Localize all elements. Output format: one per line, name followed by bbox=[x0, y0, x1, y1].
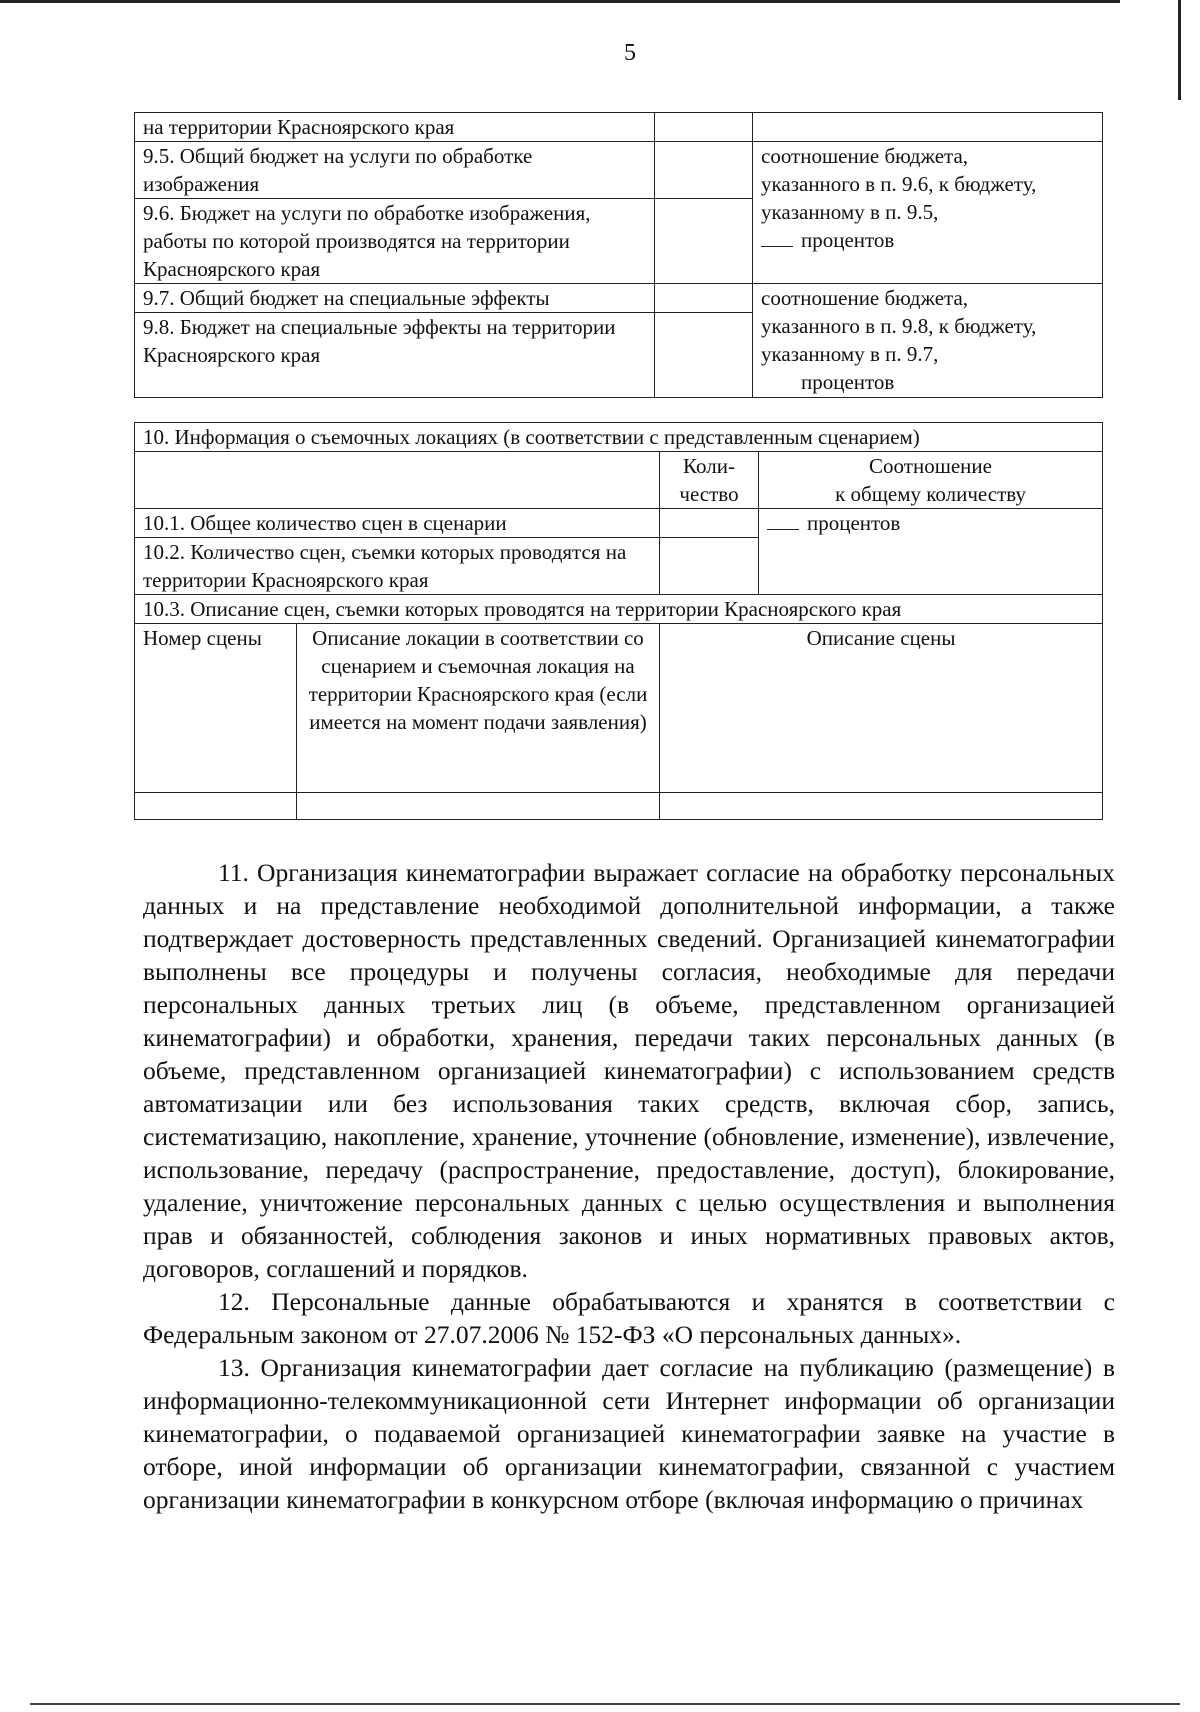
ratio-line: соотношение бюджета, bbox=[761, 144, 969, 168]
value-cell[interactable] bbox=[135, 793, 297, 820]
ratio-line: соотношение бюджета, bbox=[761, 286, 969, 310]
ratio-line: процентов bbox=[801, 228, 895, 252]
page-number: 5 bbox=[624, 40, 636, 66]
table-row bbox=[135, 113, 1103, 142]
table-cell: 9.5. Общий бюджет на услуги по обработке изображения bbox=[135, 142, 655, 199]
table-cell: 9.6. Бюджет на услуги по обработке изображения, работы по которой производятся на территории Красноярского края bbox=[135, 199, 655, 284]
blank-field[interactable] bbox=[767, 509, 799, 530]
header-line: Соотношение bbox=[869, 454, 992, 478]
scan-edge-bottom bbox=[30, 1703, 1180, 1705]
scan-edge-top bbox=[0, 0, 1120, 3]
ratio-cell bbox=[753, 284, 1103, 398]
table-row bbox=[135, 142, 1103, 199]
value-cell[interactable] bbox=[297, 793, 660, 820]
table-row bbox=[135, 452, 1103, 509]
value-cell[interactable] bbox=[655, 284, 753, 313]
ratio-line: указанного в п. 9.8, к бюджету, bbox=[761, 314, 1037, 338]
value-cell[interactable] bbox=[655, 313, 753, 398]
table-row bbox=[135, 793, 1103, 820]
value-cell[interactable] bbox=[660, 793, 1103, 820]
locations-table bbox=[134, 422, 1103, 820]
ratio-line: процентов bbox=[807, 511, 901, 535]
value-cell[interactable] bbox=[660, 538, 759, 595]
column-header-ratio bbox=[759, 452, 1103, 509]
header-line: к общему количеству bbox=[835, 482, 1026, 506]
column-header-scene-number: Номер сцены bbox=[135, 624, 297, 793]
value-cell[interactable] bbox=[655, 199, 753, 284]
table-row bbox=[135, 284, 1103, 313]
table-cell bbox=[135, 452, 660, 509]
value-cell[interactable] bbox=[655, 113, 753, 142]
column-header-scene-description: Описание сцены bbox=[660, 624, 1103, 793]
table-cell: 10.1. Общее количество сцен в сценарии bbox=[135, 509, 660, 538]
ratio-cell bbox=[753, 142, 1103, 284]
ratio-line: указанного в п. 9.6, к бюджету, bbox=[761, 172, 1037, 196]
table-row bbox=[135, 595, 1103, 624]
paragraph-11: 11. Организация кинематографии выражает согласие на обработку персональных данных и на представление необходимой дополнительной информации, а также подтверждает достоверность представленных сведений. Организацией кинематографии выполнены все процедуры и получены согласия, необходимые для передачи персональных данных третьих лиц (в объеме, представленном организацией кинематографии) и обработки, хранения, передачи таких персональных данных (в объеме, представленном организацией кинематографии) с использованием средств автоматизации или без использования таких средств, включая сбор, запись, систематизацию, накопление, хранение, уточнение (обновление, изменение), извлечение, использование, передачу (распространение, предоставление, доступ), блокирование, удаление, уничтожение персональных данных с целью осуществления и выполнения прав и обязанностей, соблюдения законов и иных нормативных правовых актов, договоров, соглашений и порядков. bbox=[143, 858, 1115, 1283]
table-cell: 9.8. Бюджет на специальные эффекты на территории Красноярского края bbox=[135, 313, 655, 398]
body-text bbox=[143, 856, 1115, 1516]
paragraph-12: 12. Персональные данные обрабатываются и хранятся в соответствии с Федеральным законом от 27.07.2006 № 152-ФЗ «О персональных данных». bbox=[143, 1287, 1115, 1349]
table-row bbox=[135, 624, 1103, 793]
section-header: 10. Информация о съемочных локациях (в соответствии с представленным сценарием) bbox=[135, 423, 1103, 452]
ratio-line: процентов bbox=[801, 370, 895, 394]
table-row bbox=[135, 509, 1103, 538]
paragraph-13: 13. Организация кинематографии дает согласие на публикацию (размещение) в информационно-телекоммуникационной сети Интернет информации об организации кинематографии, о подаваемой организацией кинематографии заявке на участие в отборе, иной информации об организации кинематографии, связанной с участием организации кинематографии в конкурсном отборе (включая информацию о причинах bbox=[143, 1353, 1115, 1514]
table-cell: на территории Красноярского края bbox=[135, 113, 655, 142]
budget-table bbox=[134, 112, 1103, 398]
ratio-line: указанному в п. 9.5, bbox=[761, 200, 939, 224]
table-cell: 9.7. Общий бюджет на специальные эффекты bbox=[135, 284, 655, 313]
table-cell bbox=[753, 113, 1103, 142]
ratio-cell bbox=[759, 509, 1103, 595]
table-cell: 10.2. Количество сцен, съемки которых проводятся на территории Красноярского края bbox=[135, 538, 660, 595]
value-cell[interactable] bbox=[660, 509, 759, 538]
table-row bbox=[135, 423, 1103, 452]
ratio-line: указанному в п. 9.7, bbox=[761, 342, 939, 366]
value-cell[interactable] bbox=[655, 142, 753, 199]
column-header-location: Описание локации в соответствии со сценарием и съемочная локация на территории Красноярского края (если имеется на момент подачи заявления) bbox=[297, 624, 660, 793]
column-header-quantity: Коли-чество bbox=[660, 452, 759, 509]
blank-field[interactable] bbox=[761, 226, 793, 247]
section-subheader: 10.3. Описание сцен, съемки которых проводятся на территории Красноярского края bbox=[135, 595, 1103, 624]
